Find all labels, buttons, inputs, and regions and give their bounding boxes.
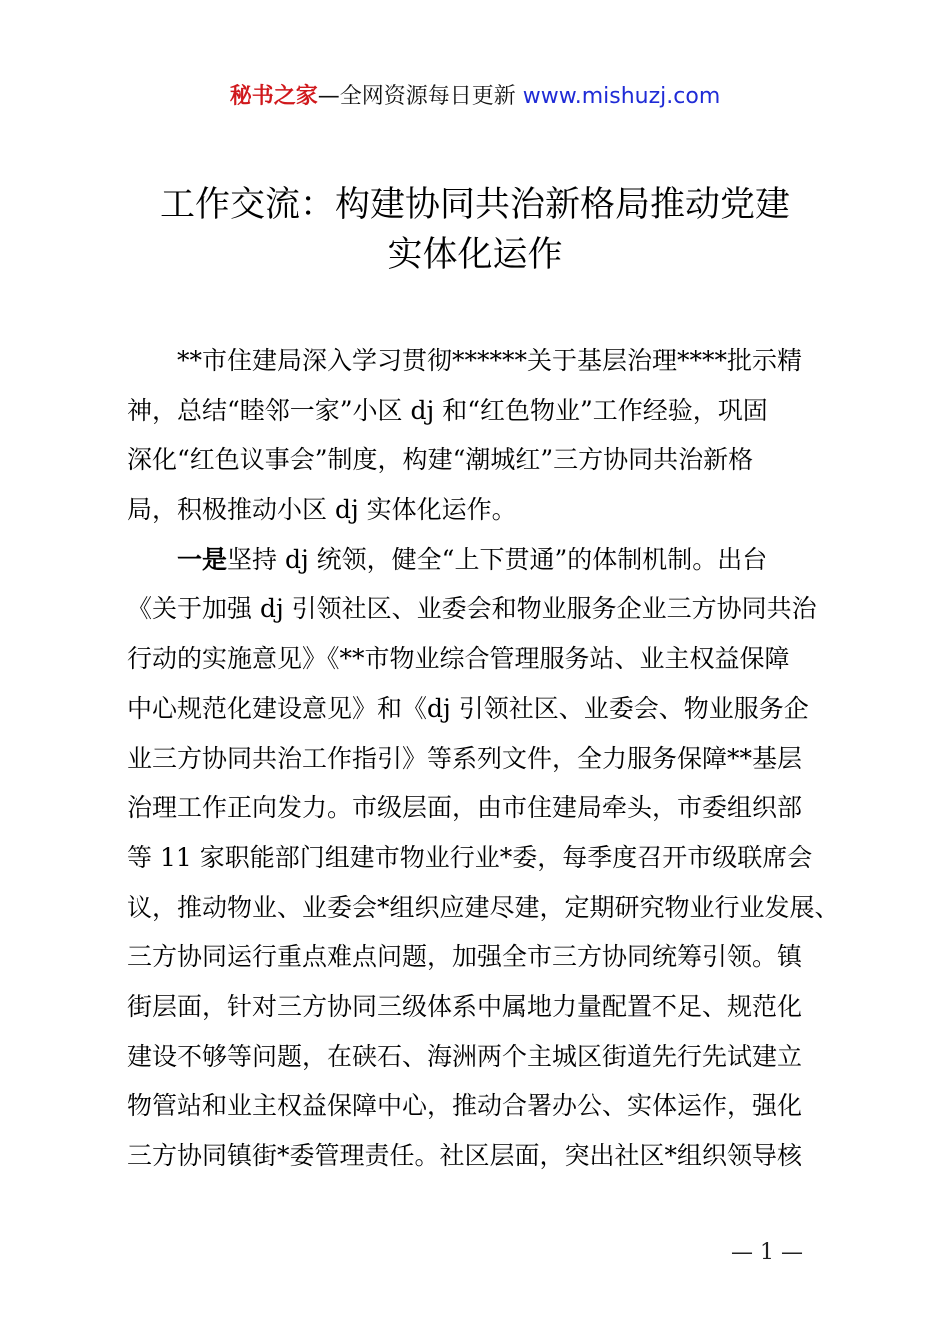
body-line: 《关于加强 dj 引领社区、业委会和物业服务企业三方协同共治 [127,594,817,624]
document-body [127,336,840,1181]
body-line: 神，总结“睦邻一家”小区 dj 和“红色物业”工作经验，巩固 [127,395,768,425]
body-line: 街层面，针对三方协同三级体系中属地力量配置不足、规范化 [127,991,803,1021]
body-line: 三方协同运行重点难点问题，加强全市三方协同统筹引领。镇 [127,942,803,972]
banner-url-link[interactable]: www.mishuzj.com [522,84,721,109]
site-banner [0,82,950,112]
body-line: 中心规范化建设意见》和《dj 引领社区、业委会、物业服务企 [127,693,809,723]
body-line [127,535,832,585]
body-line: 物管站和业主权益保障中心，推动合署办公、实体运作，强化 [127,1091,803,1121]
body-line: **市住建局深入学习贯彻******关于基层治理****批示精 [177,346,803,375]
body-line: 行动的实施意见》《**市物业综合管理服务站、业主权益保障 [127,644,790,674]
paragraph-intro [127,336,832,535]
paragraph-lead-marker: 一是 [177,544,228,574]
paragraph-first-point [127,535,840,1181]
body-line: 局，积极推动小区 dj 实体化运作。 [127,495,517,525]
title-line-1: 工作交流：构建协同共治新格局推动党建 [159,185,790,225]
body-line: 三方协同镇街*委管理责任。社区层面，突出社区*组织领导核 [127,1141,803,1170]
body-line: 建设不够等问题，在硖石、海洲两个主城区街道先行先试建立 [127,1041,803,1071]
body-line: 等 11 家职能部门组建市物业行业*委，每季度召开市级联席会 [127,842,813,872]
page-number: — 1 — [731,1240,803,1265]
body-line: 议，推动物业、业委会*组织应建尽建，定期研究物业行业发展、 [127,892,840,922]
body-line: 治理工作正向发力。市级层面，由市住建局牵头，市委组织部 [127,793,803,823]
body-line: 业三方协同共治工作指引》等系列文件，全力服务保障**基层 [127,743,803,773]
document-title [80,180,870,280]
banner-brand: 秘书之家 [229,84,318,109]
body-line: 深化“红色议事会”制度，构建“潮城红”三方协同共治新格 [127,445,754,475]
body-line-text: 坚持 dj 统领，健全“上下贯通”的体制机制。出台 [227,544,768,574]
title-line-2: 实体化运作 [387,235,563,275]
banner-slogan: —全网资源每日更新 [317,84,523,109]
